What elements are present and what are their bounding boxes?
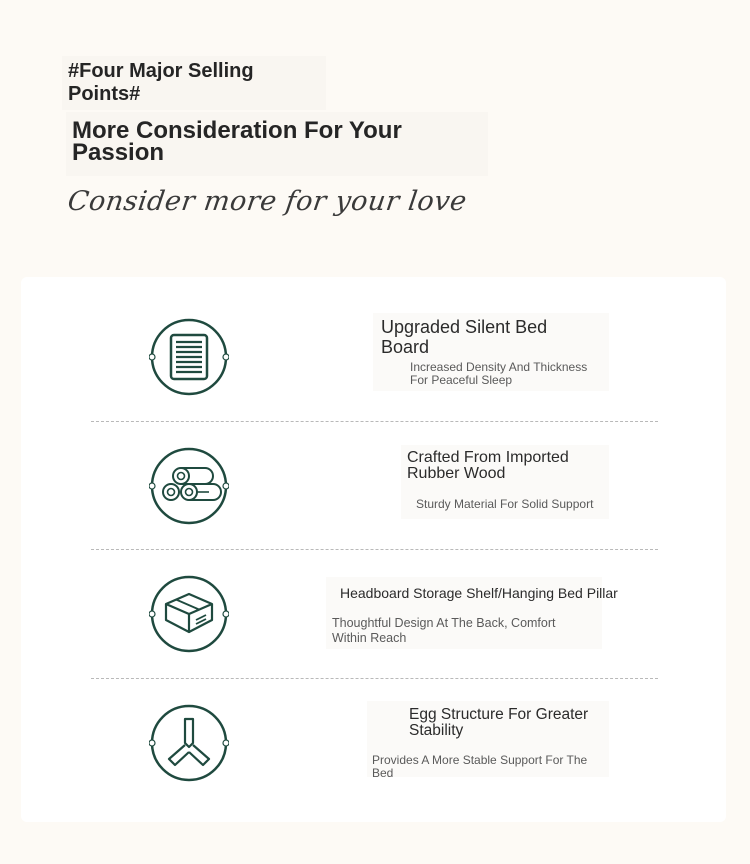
feature-2-desc [416, 498, 593, 511]
feature-1-desc-line-1: Increased Density And Thickness [410, 360, 588, 374]
feature-3-desc-line-2: Within Reach [332, 631, 407, 645]
feature-4-desc [372, 754, 609, 780]
script-tagline: Consider more for your love [65, 186, 469, 217]
feature-1-title [381, 317, 547, 357]
feature-1-box [373, 313, 609, 391]
section-hashtag: #Four Major Selling Points# [62, 56, 326, 110]
feature-3-box [326, 577, 618, 649]
feature-1-desc [410, 361, 587, 387]
feature-2-title-line-2: Rubber Wood [407, 465, 506, 482]
feature-2-title [407, 450, 569, 482]
feature-1-title-line-2: Board [381, 337, 430, 357]
feature-3-title [340, 585, 618, 601]
page-title-line-1: More Consideration For Your [72, 117, 402, 144]
feature-2-title-line-1: Crafted From Imported [407, 449, 569, 466]
feature-1-desc-line-2: For Peaceful Sleep [410, 373, 513, 387]
feature-4-title-line-1: Egg Structure For Greater [409, 706, 589, 723]
feature-3-title-line-1: Headboard Storage Shelf/Hanging Bed Pillar [340, 585, 618, 601]
feature-4-title [409, 707, 588, 739]
features-card [21, 277, 726, 822]
feature-2-desc-line-1: Sturdy Material For Solid Support [416, 497, 594, 511]
feature-2-box [401, 445, 609, 519]
feature-4-box [367, 701, 609, 780]
feature-3-desc [332, 616, 556, 646]
divider [91, 678, 658, 679]
feature-4-title-line-2: Stability [409, 722, 464, 739]
page-title [66, 112, 488, 176]
wood-logs-icon [149, 446, 229, 526]
bed-board-icon [149, 317, 229, 397]
page-title-line-2: Passion [72, 139, 165, 166]
divider [91, 421, 658, 422]
tripod-structure-icon [149, 703, 229, 783]
storage-box-icon [149, 574, 229, 654]
divider [91, 549, 658, 550]
feature-4-desc-line-1: Provides A More Stable Support For The Bed [372, 753, 588, 780]
feature-3-desc-line-1: Thoughtful Design At The Back, Comfort [332, 616, 556, 630]
feature-1-title-line-1: Upgraded Silent Bed [381, 317, 548, 337]
